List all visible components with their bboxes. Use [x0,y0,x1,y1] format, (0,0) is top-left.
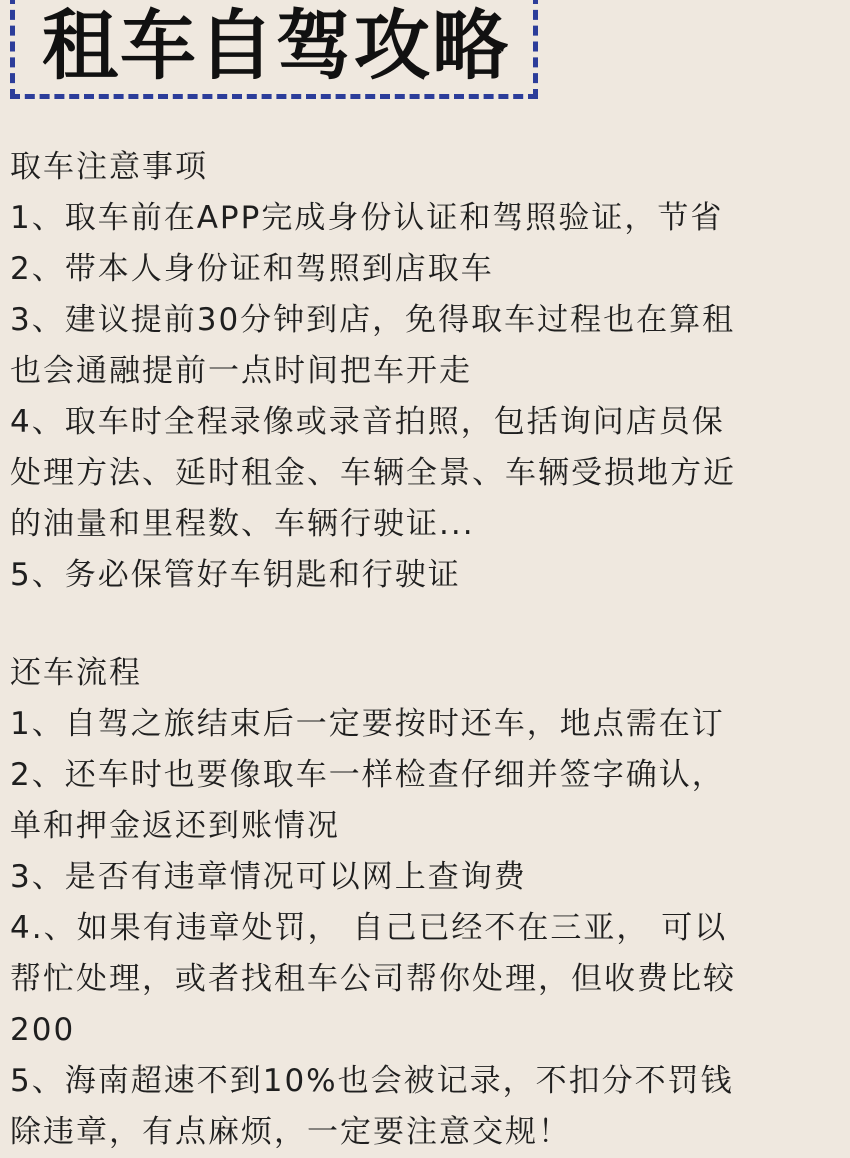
return-line-1: 1、自驾之旅结束后一定要按时还车，地点需在订 [10,706,725,742]
return-line-9: 除违章，有点麻烦，一定要注意交规！ [10,1114,571,1150]
article-body [10,142,850,1158]
pickup-line-6: 处理方法、延时租金、车辆全景、车辆受损地方近 [10,455,736,491]
return-line-4: 3、是否有违章情况可以网上查询费 [10,859,527,895]
pickup-line-5: 4、取车时全程录像或录音拍照，包括询问店员保 [10,404,725,440]
page-title: 租车自驾攻略 [42,1,510,90]
pickup-line-7: 的油量和里程数、车辆行驶证... [10,506,475,542]
section-spacer [10,601,850,648]
section-heading-pickup: 取车注意事项 [10,149,208,185]
return-line-5: 4.、如果有违章处罚， 自己已经不在三亚， 可以 [10,910,728,946]
pickup-line-8: 5、务必保管好车钥匙和行驶证 [10,557,461,593]
return-line-3: 单和押金返还到账情况 [10,808,340,844]
pickup-line-2: 2、带本人身份证和驾照到店取车 [10,251,494,287]
return-line-7: 200 [10,1012,76,1048]
pickup-line-3: 3、建议提前30分钟到店，免得取车过程也在算租 [10,302,736,338]
return-line-2: 2、还车时也要像取车一样检查仔细并签字确认， [10,757,725,793]
pickup-line-1: 1、取车前在APP完成身份认证和驾照验证，节省 [10,200,724,236]
return-line-6: 帮忙处理，或者找租车公司帮你处理，但收费比较 [10,961,736,997]
section-heading-return: 还车流程 [10,655,142,691]
pickup-line-4: 也会通融提前一点时间把车开走 [10,353,472,389]
return-line-8: 5、海南超速不到10%也会被记录，不扣分不罚钱 [10,1063,734,1099]
